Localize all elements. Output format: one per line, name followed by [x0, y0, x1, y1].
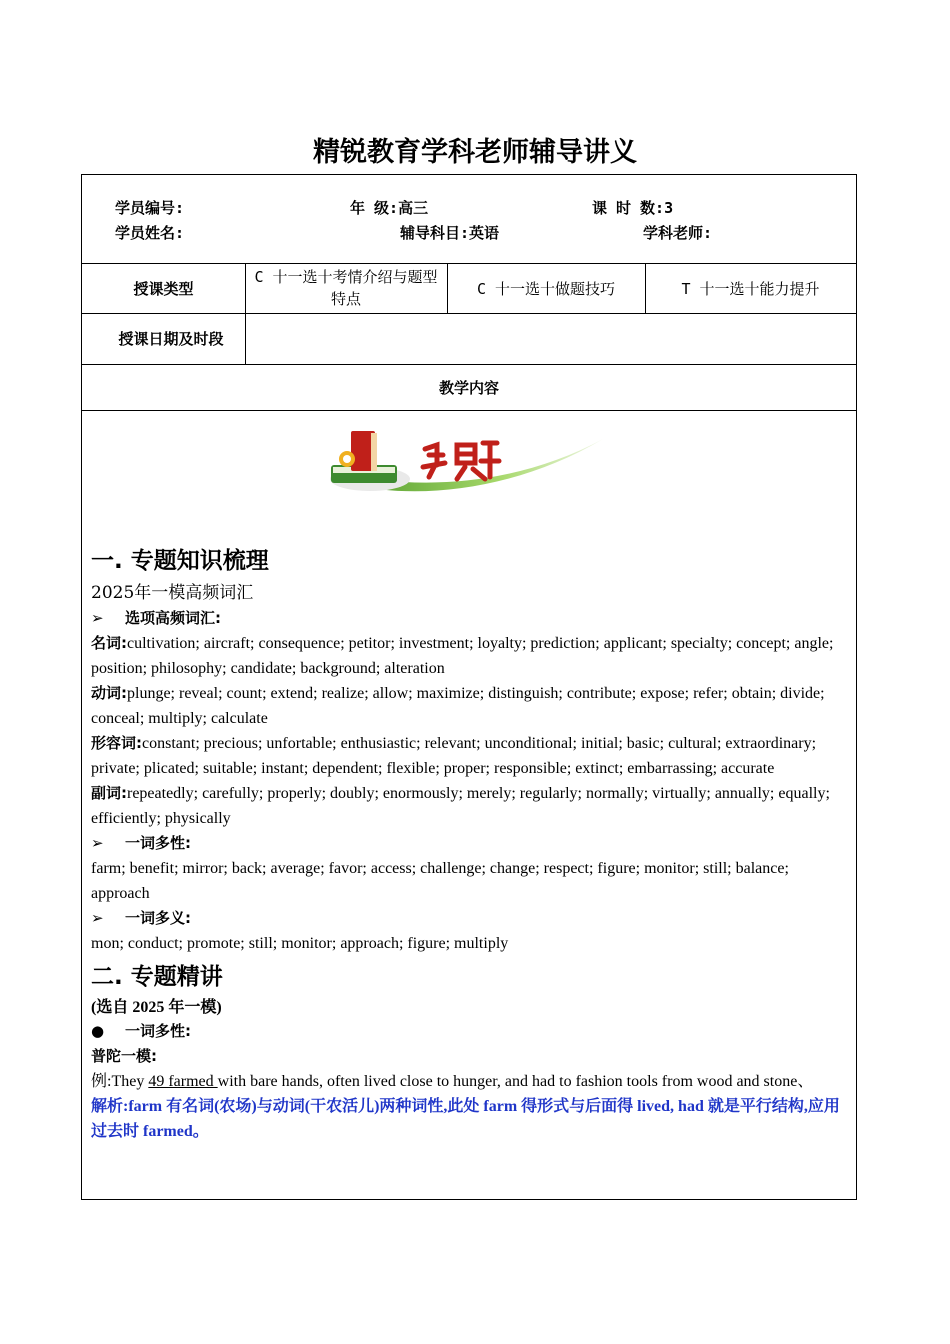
lesson-type-option-1: C 十一选十考情介绍与题型特点 [254, 268, 438, 308]
section1-subheading: 2025年一模高频词汇 [91, 583, 254, 603]
bullet-vocab: ➢ 选项高频词汇: [91, 606, 849, 631]
bullet-multi-pos: ➢ 一词多性: [91, 831, 849, 856]
lesson-type-label: 授课类型 [133, 279, 194, 298]
lesson-table [81, 174, 857, 1200]
grade-label: 年 级:高三 [350, 199, 429, 217]
student-name-label: 学员姓名: [115, 224, 185, 242]
nouns-paragraph: 名词:cultivation; aircraft; consequence; petitor; investment; loyalty; prediction; applicant; specialty; concept; angle; position; philosophy; candidate; background; alteration [91, 634, 834, 677]
hours-label: 课 时 数:3 [592, 199, 674, 217]
arrow-bullet-icon: ➢ [91, 909, 104, 927]
answer-blank: 49 farmed [148, 1073, 218, 1090]
table-divider [82, 410, 856, 411]
lesson-content [91, 542, 849, 1144]
section2-source: (选自 2025 年一模) [91, 999, 222, 1016]
district-label: 普陀一模: [91, 1047, 157, 1065]
dot-bullet-icon: ● [91, 1022, 105, 1040]
adjectives-paragraph: 形容词:constant; precious; unfortable; enthusiastic; relevant; unconditional; initial; basic; cultural; extraordinary; private; plicated; suitable; instant; dependent; flexible; proper; responsible; extinct; embarrassing; accurate [91, 734, 817, 777]
student-no-label: 学员编号: [115, 199, 185, 217]
teaching-content-label: 教学内容 [438, 378, 499, 397]
subject-label: 辅导科目:英语 [400, 224, 500, 242]
section2-heading: 二. 专题精讲 [91, 964, 223, 990]
lesson-type-option-2: C 十一选十做题技巧 [476, 279, 616, 298]
arrow-bullet-icon: ➢ [91, 609, 104, 627]
teacher-label: 学科老师: [643, 224, 713, 242]
bullet-multi-sense: ➢ 一词多义: [91, 906, 849, 931]
multi-pos-paragraph: farm; benefit; mirror; back; average; favor; access; challenge; change; respect; figure; monitor; still; balance; approach [91, 860, 789, 902]
subject-value: 英语 [469, 224, 500, 242]
analysis-paragraph: 解析:farm 有名词(农场)与动词(干农活儿)两种词性,此处 farm 得形式与后面得 lived, had 就是平行结构,应用过去时 farmed。 [91, 1098, 840, 1140]
arrow-bullet-icon: ➢ [91, 834, 104, 852]
topic-banner [325, 421, 605, 503]
grade-value: 高三 [398, 199, 429, 217]
multi-sense-paragraph: mon; conduct; promote; still; monitor; approach; figure; multiply [91, 935, 509, 952]
lesson-date-label: 授课日期及时段 [118, 330, 224, 348]
lesson-date-value [246, 313, 856, 364]
adverbs-paragraph: 副词:repeatedly; carefully; properly; doubly; enormously; merely; regularly; normally; virtually; annually; equally; efficiently; physically [91, 784, 830, 827]
bullet-multi-pos-2: ● 一词多性: [91, 1019, 849, 1044]
lesson-type-option-3: T 十一选十能力提升 [681, 279, 820, 298]
verbs-paragraph: 动词:plunge; reveal; count; extend; realize; allow; maximize; distinguish; contribute; expose; refer; obtain; divide; conceal; multiply; calculate [91, 684, 825, 727]
example-sentence: 例:They 49 farmed with bare hands, often lived close to hunger, and had to fashion tools from wood and stone、 [91, 1073, 814, 1090]
book-banner-icon [325, 421, 605, 503]
hours-value: 3 [664, 199, 674, 217]
document-title: 精锐教育学科老师辅导讲义 [313, 137, 637, 168]
section1-heading: 一. 专题知识梳理 [91, 548, 269, 574]
